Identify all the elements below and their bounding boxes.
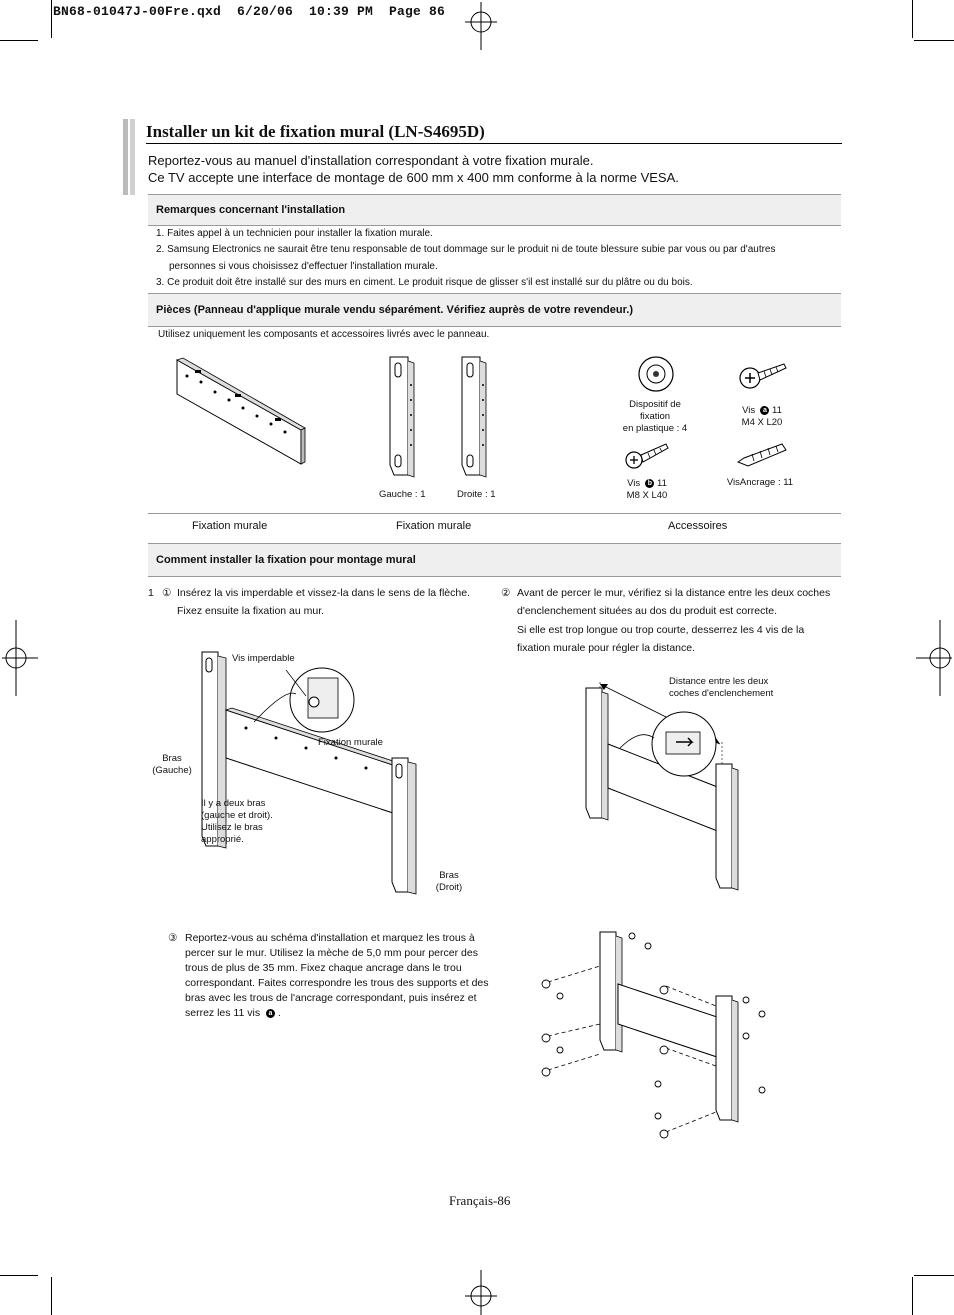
step1-diagram	[196, 648, 436, 908]
intro-line-2: Ce TV accepte une interface de montage de 600 mm x 400 mm conforme à la norme VESA.	[148, 170, 679, 185]
step3-line: bras avec les trous de l'ancrage correspondant, puis insérez et	[185, 992, 477, 1004]
crop-mark	[912, 0, 913, 38]
step2-line-4: fixation murale pour régler la distance.	[517, 642, 696, 654]
page-number: Français-86	[449, 1193, 511, 1208]
crop-mark	[51, 1277, 52, 1315]
step1-line-1: Insérez la vis imperdable et vissez-la dans le sens de la flèche.	[177, 587, 470, 599]
title-rule	[146, 143, 842, 144]
step3-line: Reportez-vous au schéma d'installation et marquez les trous à	[185, 932, 475, 944]
install-heading	[148, 543, 841, 576]
wall-bracket-illustration	[175, 358, 305, 468]
step3-last-line	[185, 1006, 489, 1021]
divider	[148, 576, 841, 577]
arm-left-illustration	[386, 355, 418, 485]
file-header: BN68-01047J-00Fre.qxd 6/20/06 10:39 PM Page 86	[53, 4, 446, 19]
label-vis-imperdable: Vis imperdable	[232, 653, 295, 664]
step1-line-2: Fixez ensuite la fixation au mur.	[177, 605, 325, 617]
remark-item-1: 1. Faites appel à un technicien pour installer la fixation murale.	[156, 228, 433, 239]
screw-b-count: 11	[657, 478, 667, 489]
crop-mark	[0, 1275, 38, 1276]
divider	[148, 194, 841, 195]
plastic-spacer-label-line: Dispositif de	[629, 399, 681, 410]
label-fixation-murale: Fixation murale	[318, 737, 383, 748]
step2-marker: ②	[501, 587, 511, 599]
step3-text	[185, 931, 489, 1021]
arm-right-illustration	[458, 355, 490, 485]
step3-line: trous de plus de 35 mm. Fixez chaque ancrage dans le trou	[185, 962, 462, 974]
label-bras-gauche-line: Bras	[162, 753, 182, 764]
step3-diagram	[536, 926, 776, 1146]
caption-fixation-1: Fixation murale	[192, 520, 268, 532]
registration-mark-top	[463, 2, 499, 52]
remarks-heading-text: Remarques concernant l'installation	[156, 203, 346, 216]
screw-b-text: Vis	[627, 478, 641, 489]
plastic-spacer-label-line: fixation	[639, 411, 671, 422]
intro-line-1: Reportez-vous au manuel d'installation correspondant à votre fixation murale.	[148, 153, 594, 168]
screw-b-icon	[624, 440, 672, 470]
screw-a-label-line1	[722, 405, 802, 417]
label-bras-droit-line: (Droit)	[435, 882, 463, 893]
parts-note: Utilisez uniquement les composants et accessoires livrés avec le panneau.	[158, 329, 490, 340]
plastic-spacer-icon	[636, 354, 676, 394]
registration-mark-left	[0, 618, 40, 698]
crop-mark	[914, 40, 954, 41]
screw-b-label-line1	[607, 478, 687, 490]
page-title: Installer un kit de fixation mural (LN-S4695D)	[146, 122, 485, 141]
title-accent-bar	[123, 119, 128, 195]
registration-mark-bottom	[463, 1270, 499, 1315]
title-accent-bar	[130, 119, 135, 195]
crop-mark	[912, 1277, 913, 1315]
divider	[148, 513, 841, 514]
divider	[148, 293, 841, 294]
step2-line-2: d'enclenchement situées au dos du produit est correcte.	[517, 605, 777, 617]
arm-right-label: Droite : 1	[457, 489, 496, 500]
plastic-spacer-label	[610, 399, 700, 435]
label-deux-bras-line: (gauche et droit).	[201, 810, 273, 821]
screw-a-text: Vis	[742, 405, 756, 416]
step3-line: correspondant. Faites correspondre les trous des supports et des	[185, 977, 489, 989]
crop-mark	[0, 40, 38, 41]
crop-mark	[914, 1275, 954, 1276]
arm-left-label: Gauche : 1	[379, 489, 426, 500]
screw-a-count: 11	[772, 405, 782, 416]
step3-marker: ③	[168, 932, 178, 944]
label-bras-gauche-line: (Gauche)	[152, 765, 192, 776]
step2-line-1: Avant de percer le mur, vérifiez si la distance entre les deux coches	[517, 587, 831, 599]
label-distance-line: Distance entre les deux	[669, 676, 769, 687]
step1-marker: ①	[162, 587, 172, 599]
anchor-label: VisAncrage : 11	[726, 477, 794, 488]
caption-accessoires: Accessoires	[668, 520, 728, 532]
screw-a-size: M4 X L20	[741, 417, 783, 428]
label-deux-bras-line: Il y a deux bras	[201, 798, 266, 809]
step3-line: serrez les 11 vis	[185, 1007, 261, 1019]
caption-fixation-2: Fixation murale	[396, 520, 472, 532]
remark-item-3: 3. Ce produit doit être installé sur des murs en ciment. Le produit risque de glisser s'il est installé sur du plâtre ou du bois.	[156, 277, 693, 288]
label-deux-bras-line: Utilisez le bras	[201, 822, 263, 833]
divider	[148, 543, 841, 544]
label-distance	[669, 676, 773, 700]
label-distance-line: coches d'enclenchement	[669, 688, 774, 699]
step2-line-3: Si elle est trop longue ou trop courte, desserrez les 4 vis de la	[517, 624, 805, 636]
label-deux-bras-line: approprié.	[201, 834, 244, 845]
screw-b-size: M8 X L40	[626, 490, 668, 501]
install-heading-text: Comment installer la fixation pour montage mural	[156, 553, 416, 566]
anchor-icon	[734, 440, 790, 470]
badge-a-icon: a	[760, 406, 769, 415]
crop-mark	[51, 0, 52, 38]
registration-mark-right	[914, 618, 954, 698]
remarks-heading	[148, 194, 841, 225]
step2-diagram	[580, 668, 750, 900]
label-bras-gauche	[148, 753, 196, 777]
label-deux-bras	[201, 798, 273, 846]
plastic-spacer-label-line: en plastique : 4	[622, 423, 688, 434]
parts-heading-text: Pièces (Panneau d'applique murale vendu séparément. Vérifiez auprès de votre revendeur.)	[156, 303, 634, 316]
step3-line: percer sur le mur. Utilisez la mèche de 5,0 mm pour percer des	[185, 947, 478, 959]
parts-heading	[148, 293, 841, 326]
remark-item-2: 2. Samsung Electronics ne saurait être tenu responsable de tout dommage sur le produit ni de toute blessure subie par vous ou par d'autres	[156, 244, 776, 255]
screw-a-label	[722, 405, 802, 429]
badge-a-icon: a	[266, 1009, 275, 1018]
step-number: 1	[148, 587, 154, 599]
screw-a-icon	[738, 360, 790, 392]
screw-b-label	[607, 478, 687, 502]
badge-b-icon: b	[645, 479, 654, 488]
label-bras-droit	[426, 870, 472, 894]
label-bras-droit-line: Bras	[439, 870, 459, 881]
remark-item-2-cont: personnes si vous choisissez d'effectuer l'installation murale.	[169, 261, 438, 272]
step3-end: .	[277, 1007, 281, 1019]
